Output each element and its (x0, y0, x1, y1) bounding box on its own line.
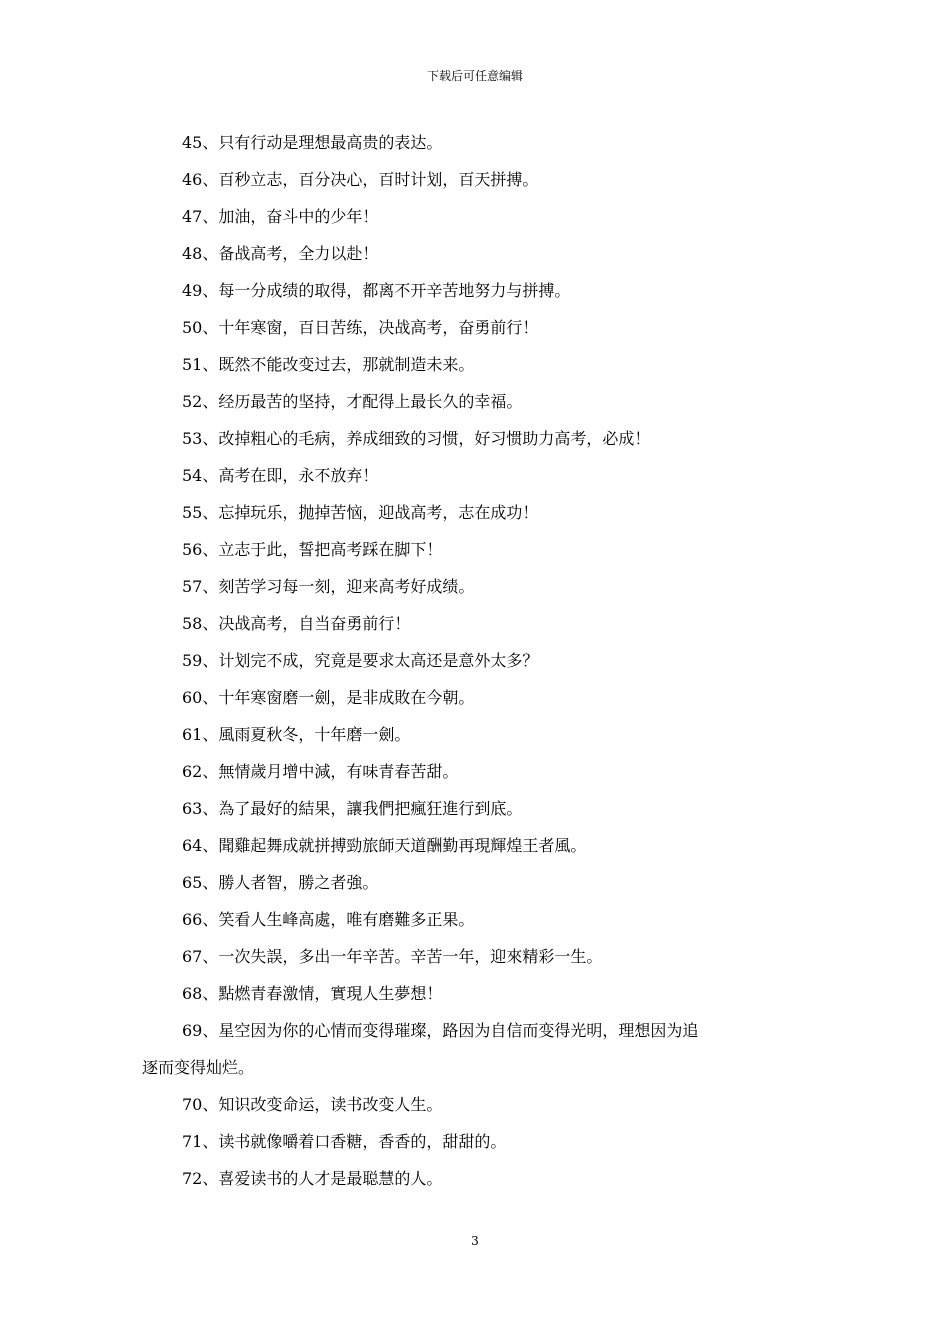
list-item: 45、只有行动是理想最高贵的表达。 (182, 133, 443, 152)
list-item: 64、聞雞起舞成就拼搏勁旅師天道酬勤再現輝煌王者風。 (182, 836, 587, 855)
list-item: 71、读书就像嚼着口香糖，香香的，甜甜的。 (182, 1132, 507, 1151)
list-item: 57、刻苦学习每一刻，迎来高考好成绩。 (182, 577, 475, 596)
list-item: 72、喜爱读书的人才是最聪慧的人。 (182, 1169, 443, 1188)
long-list-item-first-line: 69、星空因为你的心情而变得璀璨，路因为自信而变得光明，理想因为追 (182, 1021, 699, 1040)
long-list-item (142, 1012, 822, 1086)
list-item: 67、一次失誤，多出一年辛苦。辛苦一年，迎來精彩一生。 (182, 947, 603, 966)
list-item: 70、知识改变命运，读书改变人生。 (182, 1095, 443, 1114)
list-item: 61、風雨夏秋冬，十年磨一劍。 (182, 725, 411, 744)
list-item: 51、既然不能改变过去，那就制造未来。 (182, 355, 475, 374)
list-item: 50、十年寒窗，百日苦练，决战高考，奋勇前行！ (182, 318, 539, 337)
list-item: 47、加油，奋斗中的少年！ (182, 207, 379, 226)
list-item: 68、點燃青春激情，實現人生夢想！ (182, 984, 443, 1003)
list-item: 54、高考在即，永不放弃！ (182, 466, 379, 485)
list-item: 52、经历最苦的坚持，才配得上最长久的幸福。 (182, 392, 523, 411)
list-item: 66、笑看人生峰高處，唯有磨難多正果。 (182, 910, 475, 929)
list-item: 55、忘掉玩乐，抛掉苦恼，迎战高考，志在成功！ (182, 503, 539, 522)
list-item: 58、决战高考，自当奋勇前行！ (182, 614, 411, 633)
list-item: 63、為了最好的結果，讓我們把瘋狂進行到底。 (182, 799, 523, 818)
list-item: 48、备战高考，全力以赴！ (182, 244, 379, 263)
document-body (142, 124, 822, 1197)
list-item: 60、十年寒窗磨一劍，是非成敗在今朝。 (182, 688, 475, 707)
list-item: 46、百秒立志，百分决心，百时计划，百天拼搏。 (182, 170, 539, 189)
list-item: 56、立志于此，誓把高考踩在脚下！ (182, 540, 443, 559)
list-item: 49、每一分成绩的取得，都离不开辛苦地努力与拼搏。 (182, 281, 571, 300)
list-item: 59、计划完不成，究竟是要求太高还是意外太多？ (182, 651, 539, 670)
list-item: 65、勝人者智，勝之者強。 (182, 873, 379, 892)
page-header: 下载后可任意编辑 (426, 69, 523, 83)
list-item: 62、無情歲月增中減，有味青春苦甜。 (182, 762, 459, 781)
long-list-item-continuation: 逐而变得灿烂。 (142, 1058, 255, 1077)
page-number: 3 (471, 1234, 479, 1248)
list-item: 53、改掉粗心的毛病，养成细致的习惯，好习惯助力高考，必成！ (182, 429, 651, 448)
